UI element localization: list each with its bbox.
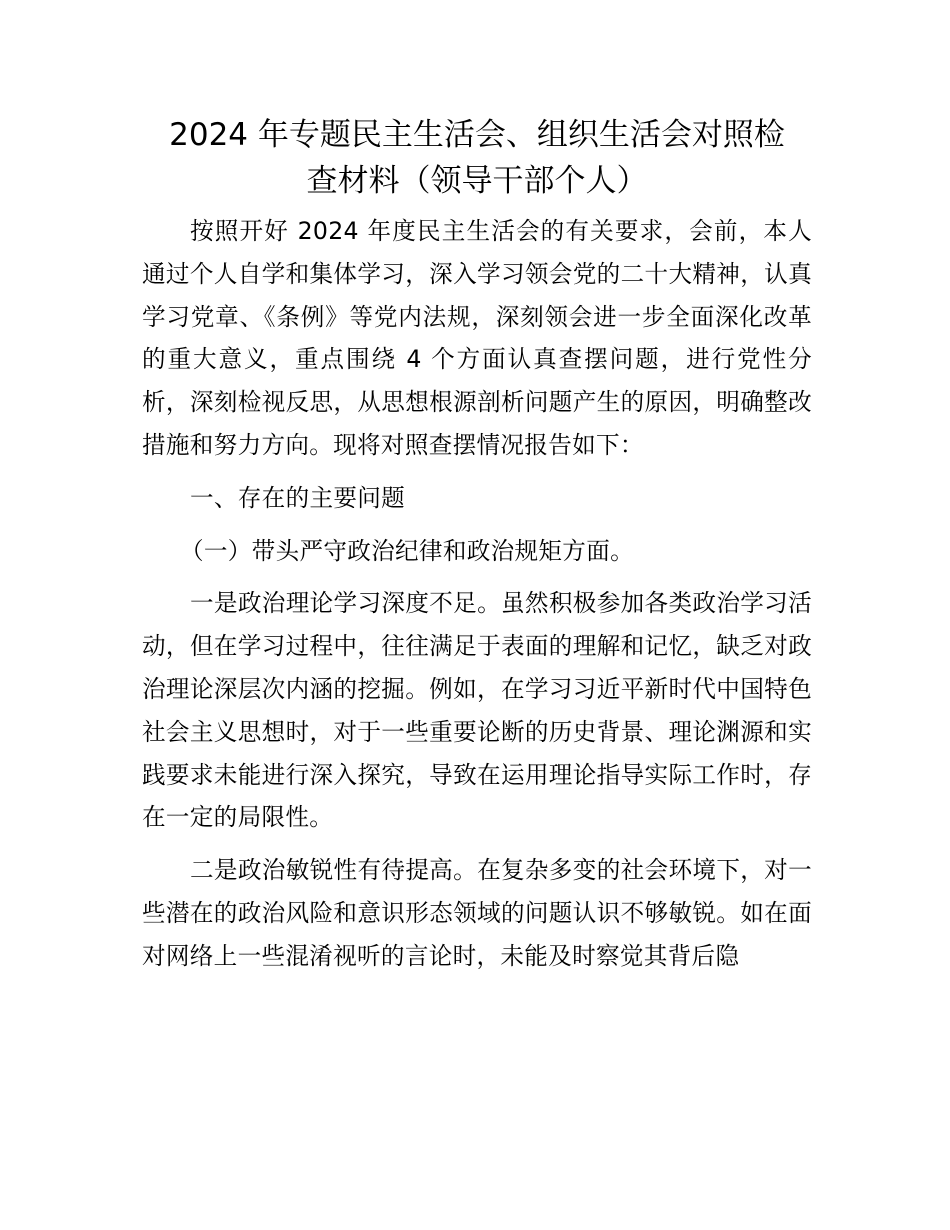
intro-paragraph: 按照开好 2024 年度民主生活会的有关要求，会前，本人通过个人自学和集体学习，深入学习领会党的二十大精神，认真学习党章、《条例》等党内法规，深刻领会进一步全面深化改革的重大意义，重点围绕 4 个方面认真查摆问题，进行党性分析，深刻检视反思，从思想根源剖析问题产生的原因，明确整改措施和努力方向。现将对照查摆情况报告如下： xyxy=(142,217,812,459)
body-paragraph: 二是政治敏锐性有待提高。在复杂多变的社会环境下，对一些潜在的政治风险和意识形态领域的问题认识不够敏锐。如在面对网络上一些混淆视听的言论时，未能及时察觉其背后隐 xyxy=(142,856,812,970)
document-title xyxy=(142,112,812,204)
body-paragraph: 一是政治理论学习深度不足。虽然积极参加各类政治学习活动，但在学习过程中，往往满足于表面的理解和记忆，缺乏对政治理论深层次内涵的挖掘。例如，在学习习近平新时代中国特色社会主义思想时，对于一些重要论断的历史背景、理论渊源和实践要求未能进行深入探究，导致在运用理论指导实际工作时，存在一定的局限性。 xyxy=(142,589,812,832)
subsection-heading: （一）带头严守政治纪律和政治规矩方面。 xyxy=(180,536,634,565)
title-line-2: 查材料（领导干部个人） xyxy=(306,163,648,199)
document-page xyxy=(142,112,812,978)
section-heading: 一、存在的主要问题 xyxy=(190,483,406,512)
title-line-1: 2024 年专题民主生活会、组织生活会对照检 xyxy=(169,117,785,153)
